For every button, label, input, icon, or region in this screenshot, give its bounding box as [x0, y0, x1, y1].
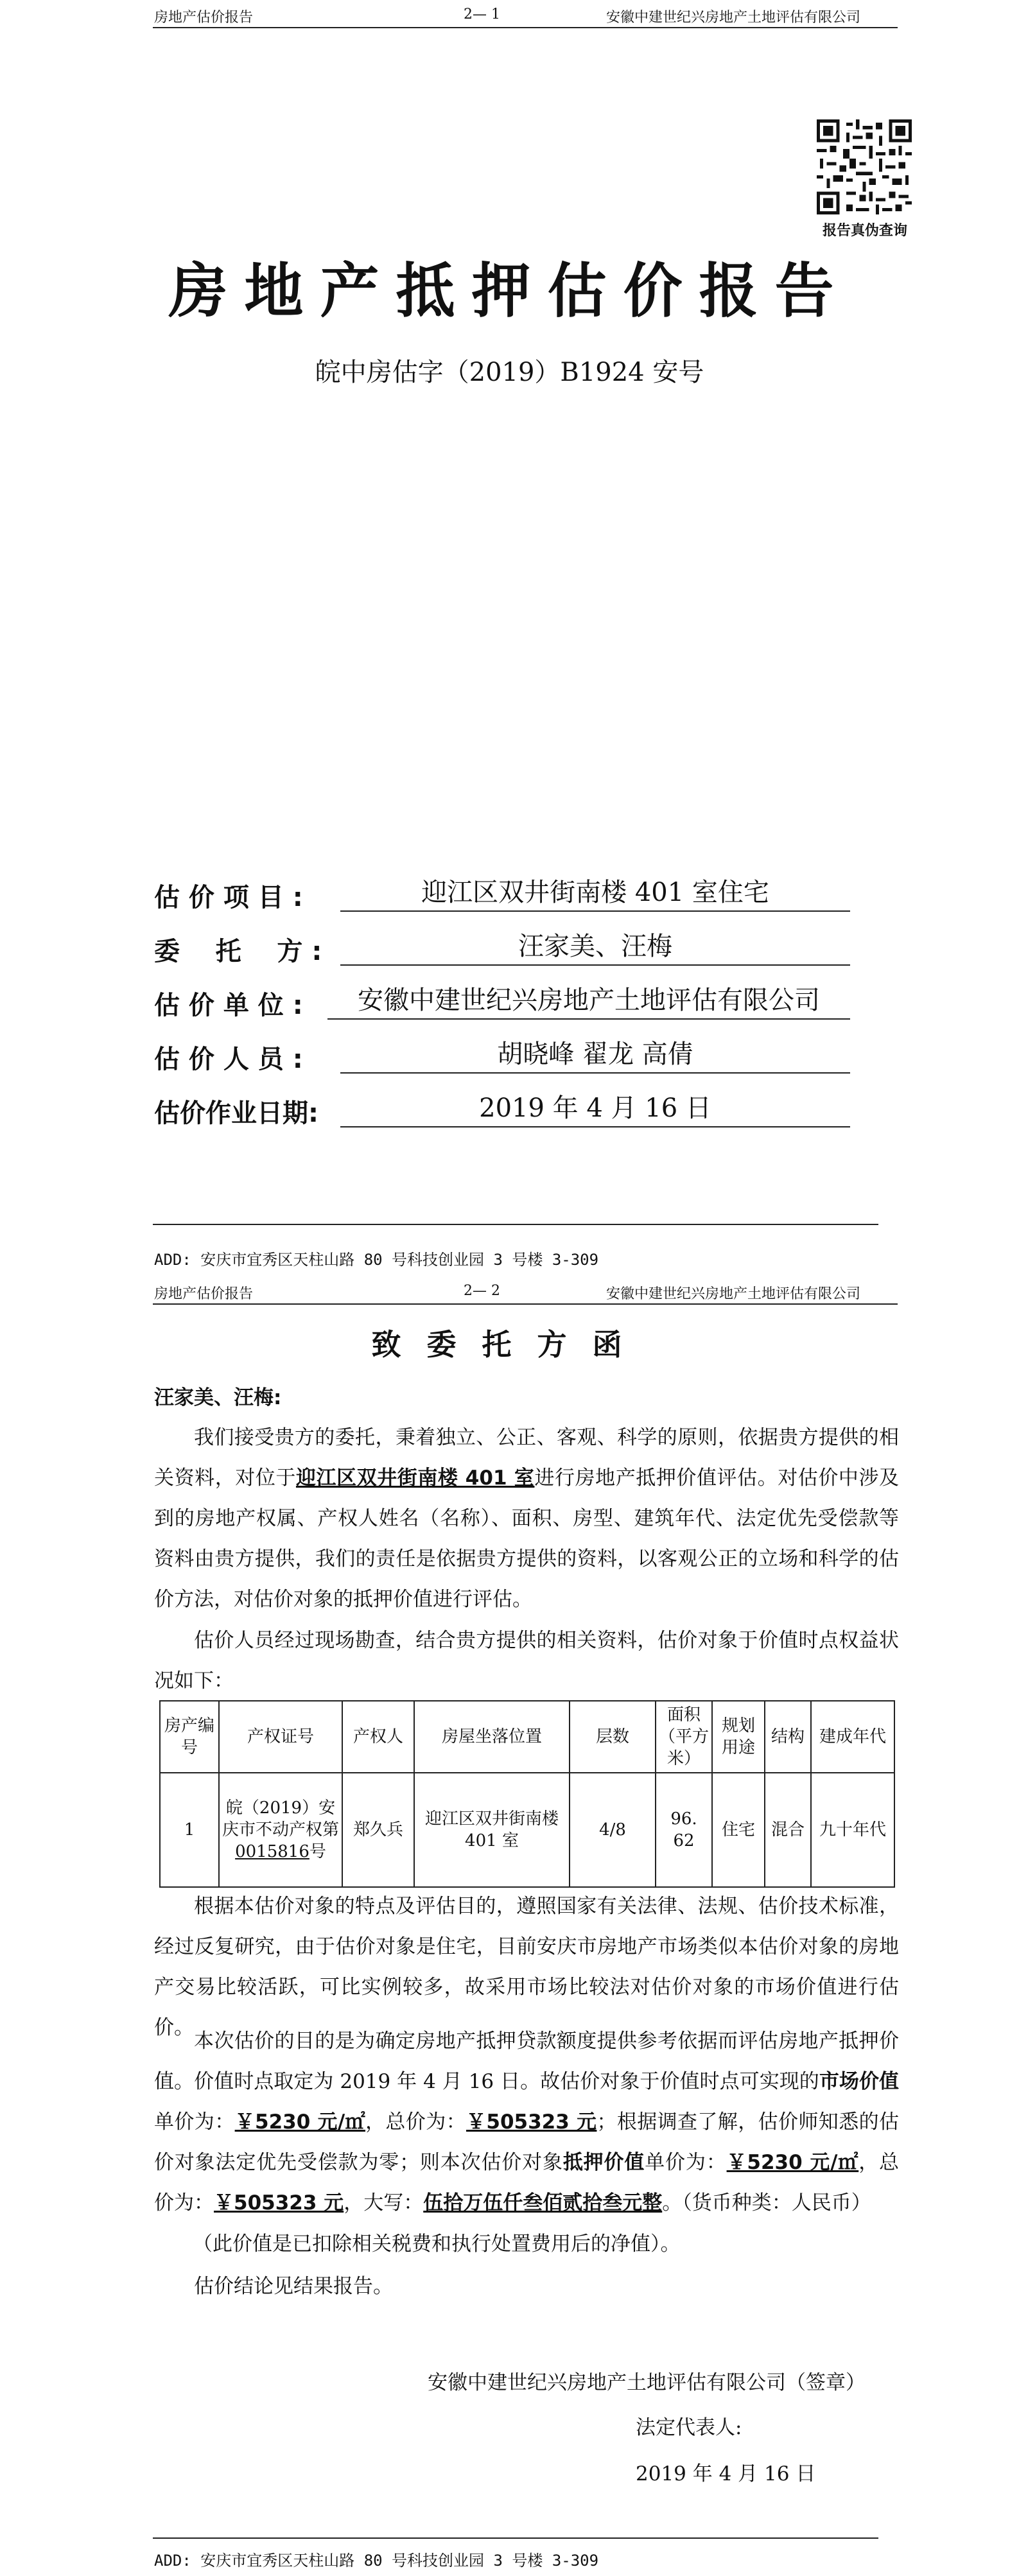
footer-divider	[153, 2537, 878, 2539]
field-label: 估 价 人 员 :	[154, 1045, 303, 1074]
unit-price: ￥5230 元/㎡	[234, 2110, 365, 2134]
qr-label: 报告真伪查询	[822, 223, 907, 239]
property-location: 迎江区双井街南楼 401 室	[295, 1466, 535, 1490]
cell-text: 号	[309, 1842, 326, 1861]
footer-divider	[153, 1224, 878, 1225]
table-header: 房屋坐落位置	[414, 1701, 570, 1773]
header-right: 安徽中建世纪兴房地产土地评估有限公司	[606, 10, 861, 26]
header-page-number: 2— 1	[464, 6, 500, 22]
field-label: 估 价 项 目 :	[154, 883, 303, 912]
table-cell: 混合	[765, 1773, 811, 1887]
table-cell: 4/8	[570, 1773, 656, 1887]
paragraph-conclusion: 估价结论见结果报告。	[194, 2275, 393, 2298]
footer-address: ADD: 安庆市宜秀区天柱山路 80 号科技创业园 3 号楼 3-309	[154, 1251, 599, 1269]
table-cell: 迎江区双井街南楼 401 室	[414, 1773, 570, 1887]
table-header: 产权人	[342, 1701, 414, 1773]
field-label: 委 托 方 :	[154, 937, 322, 966]
paragraph-text: ；根据调查了解，估价师知悉的估价对象法定优先受偿款为零；则本次估价对象	[154, 2110, 900, 2174]
table-row	[160, 1773, 894, 1887]
header-divider	[153, 27, 898, 28]
paragraph-intro	[154, 1418, 899, 1620]
table-header: 结构	[765, 1701, 811, 1773]
report-title: 房地产抵押估价报告	[168, 257, 851, 326]
field-value: 安徽中建世纪兴房地产土地评估有限公司	[327, 985, 850, 1020]
header-right: 安徽中建世纪兴房地产土地评估有限公司	[606, 1286, 861, 1302]
paragraph-survey: 估价人员经过现场勘查，结合贵方提供的相关资料，估价对象于价值时点权益状况如下：	[154, 1629, 899, 1693]
paragraph-valuation	[154, 2021, 899, 2224]
header-divider	[153, 1303, 898, 1305]
property-table	[159, 1700, 895, 1888]
table-header: 规划用途	[712, 1701, 765, 1773]
mortgage-value-label: 抵押价值	[562, 2151, 645, 2174]
field-value: 汪家美、汪梅	[340, 931, 850, 966]
total-price: ￥505323 元	[466, 2110, 597, 2134]
qr-code-icon[interactable]	[817, 119, 912, 214]
table-cell-certificate	[219, 1773, 342, 1887]
letter-title: 致委托方函	[371, 1327, 648, 1362]
table-header: 面积（平方米）	[656, 1701, 712, 1773]
legal-representative: 法定代表人:	[636, 2416, 742, 2439]
table-cell: 九十年代	[811, 1773, 894, 1887]
table-cell: 96. 62	[656, 1773, 712, 1887]
header-left: 房地产估价报告	[154, 1286, 254, 1302]
header-left: 房地产估价报告	[154, 10, 254, 26]
salutation: 汪家美、汪梅:	[154, 1386, 282, 1409]
mortgage-unit-price: ￥5230 元/㎡	[726, 2151, 859, 2174]
mortgage-total-price: ￥505323 元	[214, 2191, 344, 2215]
paragraph-method: 根据本估价对象的特点及评估目的，遵照国家有关法律、法规、估价技术标准，经过反复研究，由于估价对象是住宅，目前安庆市房地产市场类似本估价对象的房地产交易比较活跃，可比实例较多，故采用市场比较法对估价对象的市场价值进行估价。	[154, 1895, 899, 2039]
signature-date: 2019 年 4 月 16 日	[636, 2462, 816, 2485]
table-header: 层数	[570, 1701, 656, 1773]
table-header: 产权证号	[219, 1701, 342, 1773]
field-value: 迎江区双井街南楼 401 室住宅	[340, 877, 850, 912]
paragraph-text: 我们接受贵方的委托，秉着独立、公正、客观、科学的原则，依据贵方提供的相关资料，对位于	[154, 1426, 899, 1490]
market-value-label: 市场价值	[819, 2070, 900, 2093]
field-value: 胡晓峰 翟龙 高倩	[340, 1039, 850, 1074]
field-value: 2019 年 4 月 16 日	[340, 1093, 850, 1127]
field-label: 估价作业日期:	[154, 1099, 318, 1128]
table-cell: 郑久兵	[342, 1773, 414, 1887]
price-in-words: 伍拾万伍仟叁佰贰拾叁元整	[423, 2191, 663, 2215]
footer-address: ADD: 安庆市宜秀区天柱山路 80 号科技创业园 3 号楼 3-309	[154, 2552, 599, 2570]
paragraph-text: 进行房地产抵押价值评估。对估价中涉及到的房地产权属、产权人姓名（名称）、面积、房型、建筑年代、法定优先受偿款等资料由贵方提供，我们的责任是依据贵方提供的资料，以客观公正的立场和科学的估价方法，对估价对象的抵押价值进行评估。	[154, 1466, 900, 1611]
table-header-row	[160, 1701, 894, 1773]
table-header: 建成年代	[811, 1701, 894, 1773]
table-cell: 1	[160, 1773, 219, 1887]
paragraph-net-value-note: （此价值是已扣除相关税费和执行处置费用后的净值）。	[193, 2232, 681, 2256]
certificate-number: 0015816	[235, 1842, 309, 1861]
paragraph-text: ，总价为：	[154, 2151, 900, 2215]
paragraph-text: ，大写：	[344, 2191, 424, 2215]
paragraph-text: 单价为：	[154, 2110, 235, 2134]
paragraph-text: 。（货币种类：人民币）	[662, 2191, 871, 2215]
cell-text: 皖（2019）安庆市不动产权第	[222, 1798, 340, 1840]
paragraph-text: 单价为：	[645, 2151, 727, 2174]
paragraph-text: ，总价为：	[365, 2110, 466, 2134]
report-number: 皖中房估字（2019）B1924 安号	[315, 358, 704, 387]
table-cell: 住宅	[712, 1773, 765, 1887]
header-page-number: 2— 2	[464, 1283, 500, 1299]
table-header: 房产编号	[160, 1701, 219, 1773]
company-signature: 安徽中建世纪兴房地产土地评估有限公司（签章）	[428, 2371, 866, 2394]
paragraph-text: 本次估价的目的是为确定房地产抵押贷款额度提供参考依据而评估房地产抵押价值。价值时点取定为 2019 年 4 月 16 日。故估价对象于价值时点可实现的	[154, 2030, 899, 2093]
field-label: 估 价 单 位 :	[154, 991, 303, 1020]
